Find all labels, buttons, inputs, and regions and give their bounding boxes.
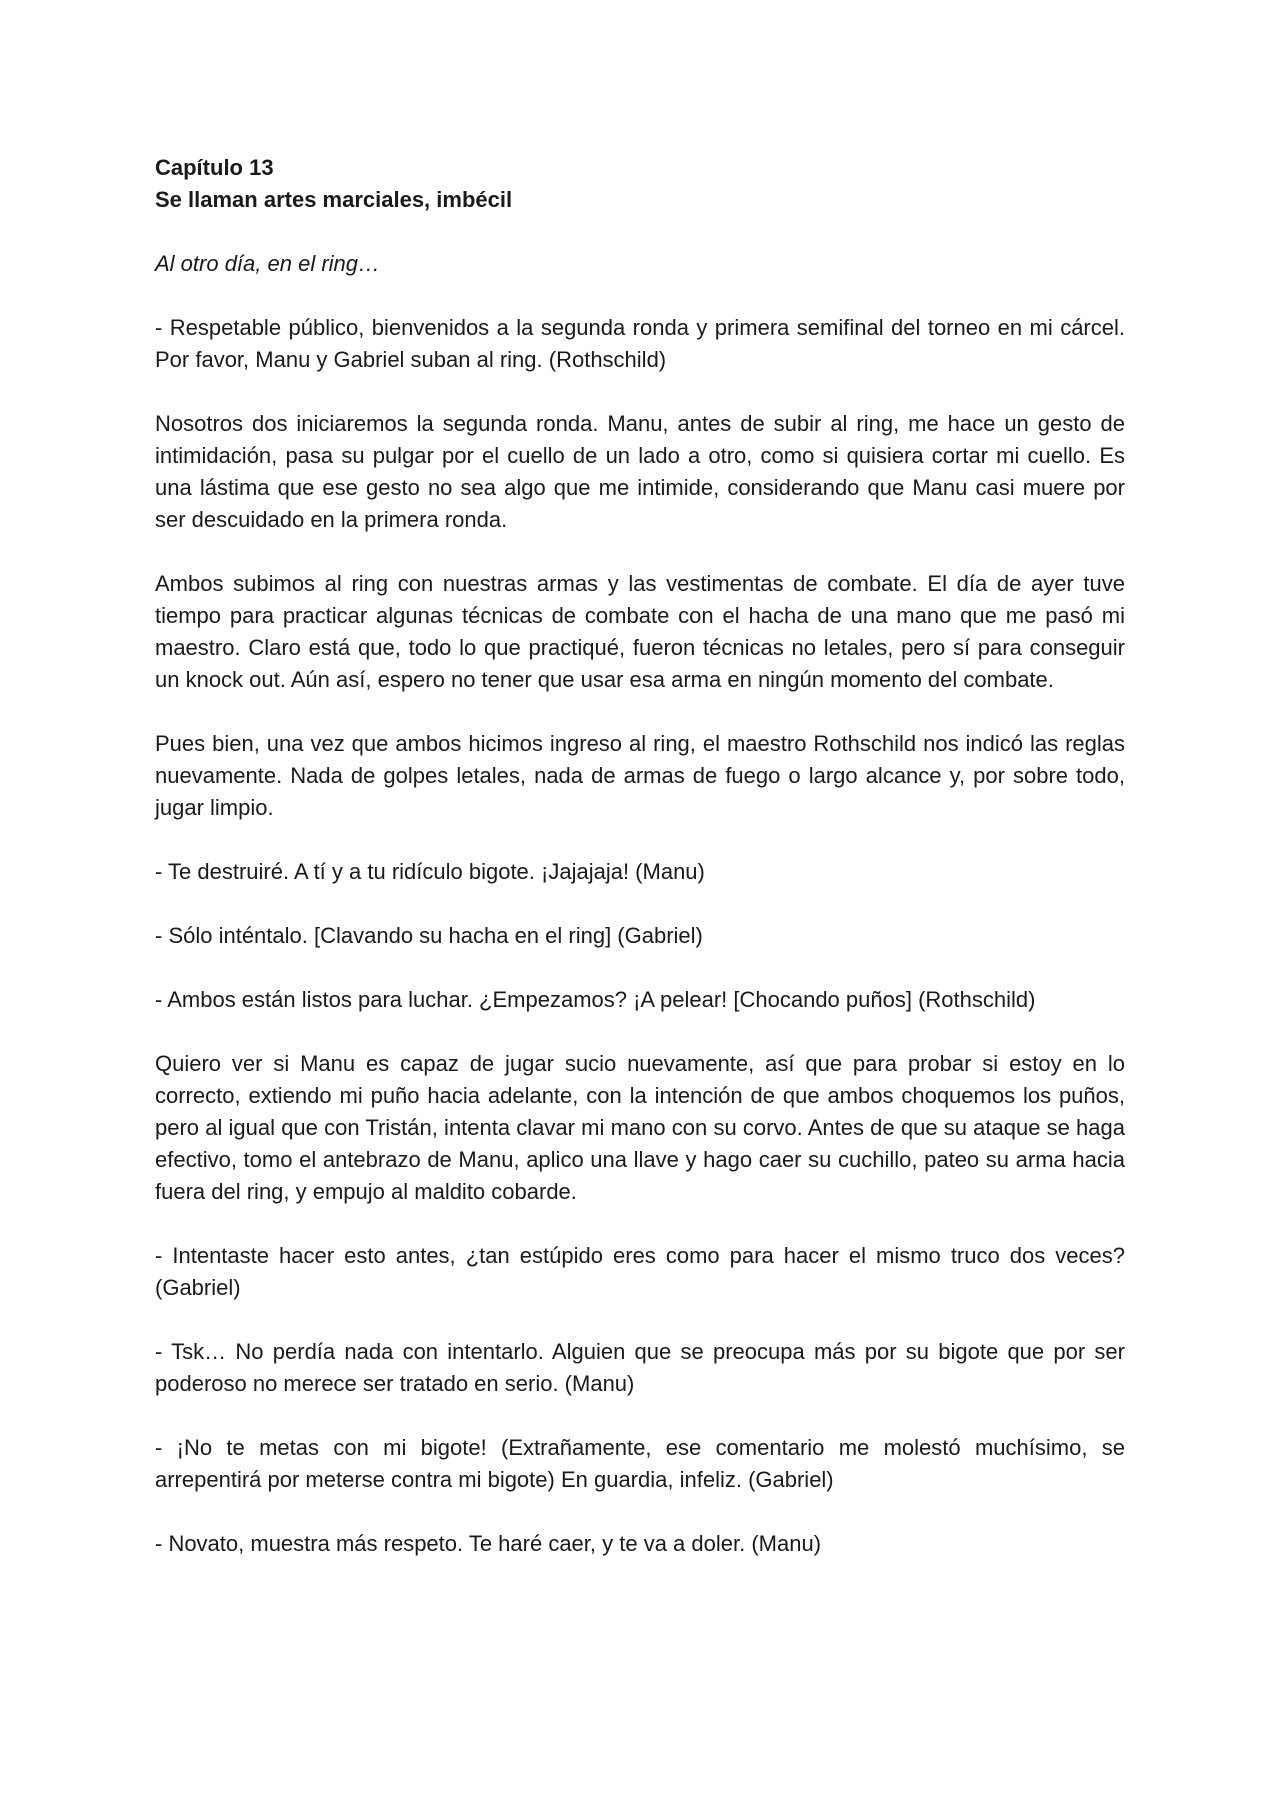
paragraph: - Tsk… No perdía nada con intentarlo. Alguien que se preocupa más por su bigote que por ser poderoso no merece ser tratado en serio. (Manu): [155, 1339, 1125, 1396]
scene-line: Al otro día, en el ring…: [155, 251, 381, 276]
document-page: [155, 152, 1125, 1560]
paragraph: Quiero ver si Manu es capaz de jugar sucio nuevamente, así que para probar si estoy en lo correcto, extiendo mi puño hacia adelante, con la intención de que ambos choquemos los puños, pero al igual que con Tristán, intenta clavar mi mano con su corvo. Antes de que su ataque se haga efectivo, tomo el antebrazo de Manu, aplico una llave y hago caer su cuchillo, pateo su arma hacia fuera del ring, y empujo al maldito cobarde.: [155, 1051, 1125, 1204]
paragraph: - Te destruiré. A tí y a tu ridículo bigote. ¡Jajajaja! (Manu): [155, 859, 705, 884]
chapter-number: Capítulo 13: [155, 155, 274, 180]
paragraph: Nosotros dos iniciaremos la segunda ronda. Manu, antes de subir al ring, me hace un gesto de intimidación, pasa su pulgar por el cuello de un lado a otro, como si quisiera cortar mi cuello. Es una lástima que ese gesto no sea algo que me intimide, considerando que Manu casi muere por ser descuidado en la primera ronda.: [155, 411, 1125, 532]
paragraph: Ambos subimos al ring con nuestras armas y las vestimentas de combate. El día de ayer tuve tiempo para practicar algunas técnicas de combate con el hacha de una mano que me pasó mi maestro. Claro está que, todo lo que practiqué, fueron técnicas no letales, pero sí para conseguir un knock out. Aún así, espero no tener que usar esa arma en ningún momento del combate.: [155, 571, 1125, 692]
paragraph: - Novato, muestra más respeto. Te haré caer, y te va a doler. (Manu): [155, 1531, 822, 1556]
paragraph: - ¡No te metas con mi bigote! (Extrañamente, ese comentario me molestó muchísimo, se arrepentirá por meterse contra mi bigote) En guardia, infeliz. (Gabriel): [155, 1435, 1125, 1492]
paragraph: - Ambos están listos para luchar. ¿Empezamos? ¡A pelear! [Chocando puños] (Rothschild): [155, 987, 1036, 1012]
paragraph: - Sólo inténtalo. [Clavando su hacha en el ring] (Gabriel): [155, 923, 703, 948]
paragraph: - Intentaste hacer esto antes, ¿tan estúpido eres como para hacer el mismo truco dos veces? (Gabriel): [155, 1243, 1125, 1300]
paragraph: Pues bien, una vez que ambos hicimos ingreso al ring, el maestro Rothschild nos indicó las reglas nuevamente. Nada de golpes letales, nada de armas de fuego o largo alcance y, por sobre todo, jugar limpio.: [155, 731, 1125, 820]
chapter-title: Se llaman artes marciales, imbécil: [155, 187, 513, 212]
paragraph: - Respetable público, bienvenidos a la segunda ronda y primera semifinal del torneo en mi cárcel. Por favor, Manu y Gabriel suban al ring. (Rothschild): [155, 315, 1125, 372]
